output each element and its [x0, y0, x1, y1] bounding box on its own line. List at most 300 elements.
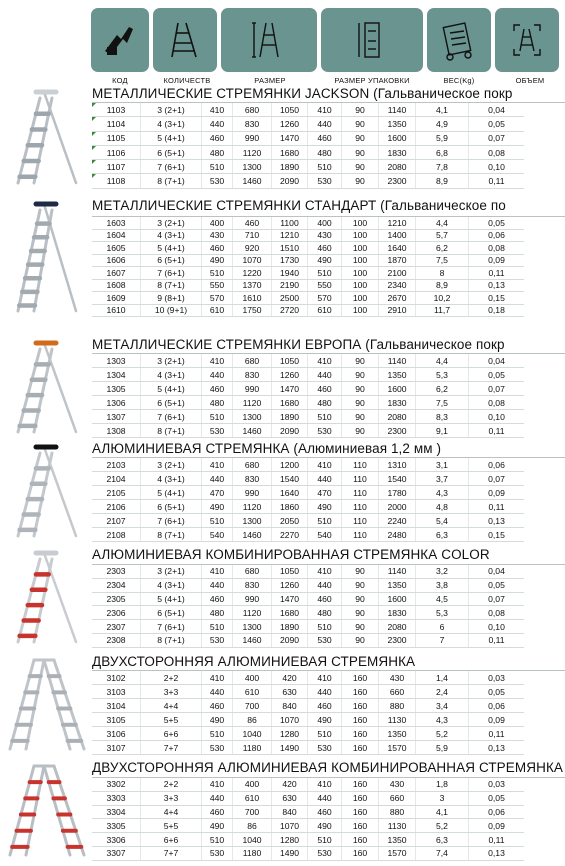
header-label-code: КОД [112, 76, 128, 85]
table-row [92, 671, 524, 685]
table-cell: 530 [308, 633, 342, 647]
table-cell: 90 [342, 160, 379, 174]
table-cell: 470 [202, 486, 233, 500]
table-cell: 570 [202, 292, 233, 305]
spec-table [92, 671, 524, 755]
table-cell: 2308 [92, 633, 141, 647]
table-cell: 2080 [379, 410, 416, 424]
table-cell: 6+6 [141, 727, 202, 741]
spec-table [92, 103, 524, 189]
table-cell: 3 (2+1) [141, 565, 202, 578]
table-cell: 3104 [92, 699, 141, 713]
table-cell: 0,13 [469, 279, 525, 292]
table-cell: 510 [202, 160, 233, 174]
table-cell: 1070 [272, 819, 308, 833]
table-row [92, 685, 524, 699]
table-cell: 3306 [92, 833, 141, 847]
table-cell: 410 [202, 103, 233, 117]
table-cell: 160 [342, 741, 379, 755]
table-row [92, 846, 524, 860]
table-cell: 110 [342, 458, 379, 472]
table-cell: 830 [233, 368, 272, 382]
quantity-icon [153, 8, 217, 72]
table-cell: 2,4 [416, 685, 469, 699]
table-cell: 1040 [233, 727, 272, 741]
table-row [92, 458, 524, 472]
table-cell: 4 (3+1) [141, 117, 202, 131]
table-cell: 530 [202, 424, 233, 438]
table-cell: 0,13 [469, 846, 525, 860]
table-cell: 0,09 [469, 486, 525, 500]
table-cell: 1490 [272, 741, 308, 755]
volume-icon [495, 8, 559, 72]
table-cell: 6 (5+1) [141, 396, 202, 410]
table-cell: 1890 [272, 620, 308, 634]
table-cell: 2080 [379, 620, 416, 634]
table-cell: 400 [233, 778, 272, 791]
table-cell: 1120 [233, 145, 272, 159]
table-cell: 1260 [272, 578, 308, 592]
ladder-illustration [0, 86, 88, 189]
table-cell: 4,9 [416, 117, 469, 131]
table-row [92, 174, 524, 188]
table-row [92, 396, 524, 410]
table-cell: 1070 [233, 254, 272, 267]
table-cell: 8,3 [416, 410, 469, 424]
table-cell: 8,9 [416, 174, 469, 188]
table-cell: 490 [202, 713, 233, 727]
table-row [92, 217, 524, 229]
table-cell: 510 [308, 727, 342, 741]
table-cell: 1370 [233, 279, 272, 292]
table-cell: 6,3 [416, 833, 469, 847]
table-cell: 490 [202, 500, 233, 514]
table-cell: 3305 [92, 819, 141, 833]
table-cell: 830 [233, 578, 272, 592]
table-cell: 8 (7+1) [141, 174, 202, 188]
table-cell: 0,06 [469, 805, 525, 819]
table-cell: 0,08 [469, 145, 525, 159]
table-cell: 100 [342, 229, 379, 242]
table-cell: 1210 [272, 229, 308, 242]
table-cell: 1310 [379, 458, 416, 472]
table-cell: 0,05 [469, 117, 525, 131]
table-cell: 430 [202, 229, 233, 242]
table-cell: 0,06 [469, 458, 525, 472]
table-cell: 110 [342, 514, 379, 528]
table-cell: 3 (2+1) [141, 354, 202, 368]
table-cell: 510 [202, 267, 233, 280]
table-cell: 100 [342, 304, 379, 317]
table-cell: 570 [308, 292, 342, 305]
table-cell: 1,8 [416, 778, 469, 791]
table-cell: 6,8 [416, 145, 469, 159]
table-cell: 7+7 [141, 741, 202, 755]
table-cell: 460 [202, 131, 233, 145]
table-row [92, 382, 524, 396]
table-cell: 1306 [92, 396, 141, 410]
table-cell: 1608 [92, 279, 141, 292]
table-cell: 160 [342, 805, 379, 819]
table-cell: 1106 [92, 145, 141, 159]
table-cell: 4,3 [416, 486, 469, 500]
ladder-illustration [0, 337, 88, 438]
table-cell: 2105 [92, 486, 141, 500]
table-row [92, 131, 524, 145]
table-cell: 1680 [272, 606, 308, 620]
table-cell: 160 [342, 778, 379, 791]
table-cell: 1040 [233, 833, 272, 847]
table-cell: 160 [342, 846, 379, 860]
table-cell: 6 (5+1) [141, 254, 202, 267]
table-cell: 1100 [272, 217, 308, 229]
table-row [92, 592, 524, 606]
table-cell: 7 (6+1) [141, 267, 202, 280]
table-cell: 1604 [92, 229, 141, 242]
table-row [92, 486, 524, 500]
weight-icon [427, 8, 491, 72]
table-row [92, 805, 524, 819]
table-cell: 160 [342, 819, 379, 833]
table-cell: 610 [233, 685, 272, 699]
table-cell: 5,4 [416, 514, 469, 528]
table-cell: 2104 [92, 472, 141, 486]
table-cell: 1350 [379, 727, 416, 741]
table-cell: 440 [308, 472, 342, 486]
table-cell: 1830 [379, 606, 416, 620]
table-cell: 0,07 [469, 592, 525, 606]
table-cell: 530 [308, 846, 342, 860]
table-cell: 90 [342, 606, 379, 620]
table-cell: 160 [342, 713, 379, 727]
table-cell: 1280 [272, 833, 308, 847]
table-cell: 3303 [92, 791, 141, 805]
product-image [0, 198, 88, 322]
table-cell: 7 [416, 633, 469, 647]
table-cell: 1120 [233, 396, 272, 410]
table-cell: 1260 [272, 117, 308, 131]
table-cell: 0,05 [469, 578, 525, 592]
table-cell: 2090 [272, 424, 308, 438]
table-cell: 1605 [92, 242, 141, 255]
table-cell: 880 [379, 699, 416, 713]
ladder-illustration [0, 547, 88, 648]
code-icon [91, 8, 149, 72]
table-cell: 510 [202, 410, 233, 424]
table-cell: 420 [272, 778, 308, 791]
table-cell: 460 [308, 131, 342, 145]
cell-marker [92, 117, 96, 121]
table-cell: 540 [308, 528, 342, 542]
table-cell: 490 [202, 819, 233, 833]
section-title: МЕТАЛЛИЧЕСКИЕ СТРЕМЯНКИ ЕВРОПА (Гальваническое покр [92, 337, 505, 352]
table-row [92, 279, 524, 292]
table-row [92, 791, 524, 805]
table-cell: 460 [308, 805, 342, 819]
table-cell: 8 (7+1) [141, 424, 202, 438]
table-cell: 0,07 [469, 382, 525, 396]
table-cell: 90 [342, 117, 379, 131]
table-cell: 410 [202, 778, 233, 791]
table-row [92, 699, 524, 713]
table-cell: 490 [308, 500, 342, 514]
table-cell: 8 (7+1) [141, 528, 202, 542]
table-cell: 8 (7+1) [141, 279, 202, 292]
table-cell: 6,2 [416, 382, 469, 396]
table-cell: 1609 [92, 292, 141, 305]
table-cell: 1470 [272, 131, 308, 145]
table-cell: 1303 [92, 354, 141, 368]
table-cell: 1490 [272, 846, 308, 860]
table-cell: 510 [202, 833, 233, 847]
table-cell: 0,07 [469, 131, 525, 145]
table-cell: 1140 [379, 354, 416, 368]
table-cell: 0,04 [469, 565, 525, 578]
table-cell: 5+5 [141, 713, 202, 727]
table-cell: 470 [308, 486, 342, 500]
cell-marker [92, 174, 96, 178]
table-cell: 530 [202, 174, 233, 188]
table-row [92, 778, 524, 791]
table-cell: 480 [308, 396, 342, 410]
table-cell: 0,05 [469, 791, 525, 805]
table-row [92, 103, 524, 117]
table-cell: 110 [342, 486, 379, 500]
product-image [0, 337, 88, 443]
table-cell: 490 [308, 819, 342, 833]
table-cell: 4,1 [416, 805, 469, 819]
table-cell: 1603 [92, 217, 141, 229]
table-cell: 4 (3+1) [141, 368, 202, 382]
table-cell: 1350 [379, 833, 416, 847]
table-cell: 4,1 [416, 103, 469, 117]
header-label-volume: ОБЪЕМ [515, 76, 545, 85]
section-title: ДВУХСТОРОННЯЯ АЛЮМИНИЕВАЯ СТРЕМЯНКА [92, 654, 416, 669]
table-cell: 110 [342, 528, 379, 542]
table-cell: 2107 [92, 514, 141, 528]
table-cell: 4,4 [416, 217, 469, 229]
table-cell: 3103 [92, 685, 141, 699]
table-cell: 3,1 [416, 458, 469, 472]
table-cell: 90 [342, 620, 379, 634]
table-cell: 0,05 [469, 368, 525, 382]
table-cell: 410 [308, 778, 342, 791]
table-cell: 1600 [379, 131, 416, 145]
table-cell: 530 [308, 741, 342, 755]
table-row [92, 304, 524, 317]
table-cell: 7 (6+1) [141, 160, 202, 174]
table-cell: 440 [202, 368, 233, 382]
table-cell: 990 [233, 592, 272, 606]
table-row [92, 528, 524, 542]
table-cell: 3 (2+1) [141, 458, 202, 472]
table-cell: 5,9 [416, 131, 469, 145]
table-cell: 1104 [92, 117, 141, 131]
table-cell: 3,7 [416, 472, 469, 486]
table-cell: 1890 [272, 410, 308, 424]
table-cell: 430 [308, 229, 342, 242]
table-cell: 90 [342, 578, 379, 592]
table-cell: 1050 [272, 103, 308, 117]
table-cell: 1890 [272, 160, 308, 174]
table-cell: 1570 [379, 846, 416, 860]
table-cell: 2300 [379, 174, 416, 188]
table-cell: 1640 [272, 486, 308, 500]
table-cell: 6 (5+1) [141, 500, 202, 514]
table-cell: 9 (8+1) [141, 292, 202, 305]
spec-table [92, 458, 524, 542]
table-cell: 1120 [233, 500, 272, 514]
table-cell: 2303 [92, 565, 141, 578]
table-cell: 1780 [379, 486, 416, 500]
table-cell: 5 (4+1) [141, 486, 202, 500]
table-cell: 10 (9+1) [141, 304, 202, 317]
table-cell: 90 [342, 396, 379, 410]
table-cell: 430 [379, 671, 416, 685]
table-cell: 530 [308, 424, 342, 438]
table-cell: 0,08 [469, 396, 525, 410]
table-cell: 6 (5+1) [141, 145, 202, 159]
table-cell: 410 [308, 565, 342, 578]
table-cell: 0,05 [469, 217, 525, 229]
product-image [0, 654, 88, 760]
table-cell: 1200 [272, 458, 308, 472]
table-cell: 1350 [379, 117, 416, 131]
table-cell: 110 [342, 472, 379, 486]
table-cell: 1600 [379, 592, 416, 606]
column-header-bar [0, 0, 565, 90]
table-cell: 6,3 [416, 528, 469, 542]
section-title: АЛЮМИНИЕВАЯ СТРЕМЯНКА (Алюминиевая 1,2 мм ) [92, 441, 442, 456]
table-cell: 1304 [92, 368, 141, 382]
spec-table [92, 217, 524, 317]
table-cell: 440 [308, 117, 342, 131]
table-cell: 0,06 [469, 699, 525, 713]
table-cell: 1730 [272, 254, 308, 267]
table-cell: 4,5 [416, 592, 469, 606]
section-title: МЕТАЛЛИЧЕСКИЕ СТРЕМЯНКИ СТАНДАРТ (Гальваническое по [92, 198, 506, 213]
table-cell: 1308 [92, 424, 141, 438]
spec-table [92, 778, 524, 861]
table-cell: 610 [202, 304, 233, 317]
table-cell: 7+7 [141, 846, 202, 860]
table-cell: 2+2 [141, 671, 202, 685]
table-cell: 1470 [272, 592, 308, 606]
size-icon [221, 8, 317, 72]
table-cell: 2270 [272, 528, 308, 542]
table-cell: 510 [202, 727, 233, 741]
table-cell: 1860 [272, 500, 308, 514]
table-cell: 510 [202, 514, 233, 528]
table-cell: 1540 [272, 472, 308, 486]
table-cell: 400 [202, 217, 233, 229]
table-cell: 7,5 [416, 396, 469, 410]
table-cell: 11,7 [416, 304, 469, 317]
table-cell: 4 (3+1) [141, 578, 202, 592]
table-cell: 700 [233, 805, 272, 819]
table-cell: 630 [272, 791, 308, 805]
table-row [92, 424, 524, 438]
table-cell: 830 [233, 117, 272, 131]
table-cell: 2050 [272, 514, 308, 528]
table-cell: 2670 [379, 292, 416, 305]
table-cell: 0,05 [469, 685, 525, 699]
table-cell: 1680 [272, 145, 308, 159]
table-cell: 4,8 [416, 500, 469, 514]
table-cell: 2910 [379, 304, 416, 317]
table-cell: 6,2 [416, 242, 469, 255]
table-cell: 1460 [233, 424, 272, 438]
table-cell: 100 [342, 242, 379, 255]
table-cell: 0,10 [469, 160, 525, 174]
table-cell: 7,5 [416, 254, 469, 267]
table-cell: 3304 [92, 805, 141, 819]
table-cell: 3107 [92, 741, 141, 755]
table-row [92, 354, 524, 368]
table-cell: 400 [233, 671, 272, 685]
table-cell: 460 [202, 805, 233, 819]
table-cell: 90 [342, 633, 379, 647]
table-cell: 4 (3+1) [141, 472, 202, 486]
table-cell: 1400 [379, 229, 416, 242]
table-cell: 1108 [92, 174, 141, 188]
table-cell: 5+5 [141, 819, 202, 833]
table-cell: 4+4 [141, 805, 202, 819]
table-cell: 0,15 [469, 292, 525, 305]
table-cell: 5 (4+1) [141, 382, 202, 396]
table-cell: 1107 [92, 160, 141, 174]
table-cell: 0,10 [469, 620, 525, 634]
table-cell: 6 [416, 620, 469, 634]
table-cell: 660 [379, 791, 416, 805]
table-cell: 1540 [379, 472, 416, 486]
table-cell: 680 [233, 458, 272, 472]
table-cell: 3 (2+1) [141, 217, 202, 229]
table-cell: 7,4 [416, 846, 469, 860]
table-cell: 7 (6+1) [141, 620, 202, 634]
table-cell: 5,9 [416, 741, 469, 755]
table-cell: 1680 [272, 396, 308, 410]
table-cell: 410 [308, 458, 342, 472]
table-cell: 510 [308, 620, 342, 634]
header-label-size: РАЗМЕР [254, 76, 286, 85]
table-cell: 440 [308, 368, 342, 382]
table-cell: 1260 [272, 368, 308, 382]
table-cell: 460 [202, 699, 233, 713]
table-cell: 3302 [92, 778, 141, 791]
table-row [92, 500, 524, 514]
table-cell: 840 [272, 805, 308, 819]
table-cell: 1210 [379, 217, 416, 229]
table-cell: 2500 [272, 292, 308, 305]
table-cell: 530 [308, 174, 342, 188]
table-cell: 1307 [92, 410, 141, 424]
table-cell: 1050 [272, 565, 308, 578]
table-cell: 90 [342, 145, 379, 159]
table-cell: 2080 [379, 160, 416, 174]
table-cell: 0,11 [469, 174, 525, 188]
table-cell: 530 [202, 633, 233, 647]
table-cell: 160 [342, 833, 379, 847]
table-cell: 440 [202, 685, 233, 699]
table-cell: 1305 [92, 382, 141, 396]
table-cell: 100 [342, 279, 379, 292]
table-cell: 0,09 [469, 713, 525, 727]
table-cell: 5,3 [416, 368, 469, 382]
table-cell: 2300 [379, 633, 416, 647]
table-cell: 460 [308, 592, 342, 606]
table-cell: 1350 [379, 368, 416, 382]
